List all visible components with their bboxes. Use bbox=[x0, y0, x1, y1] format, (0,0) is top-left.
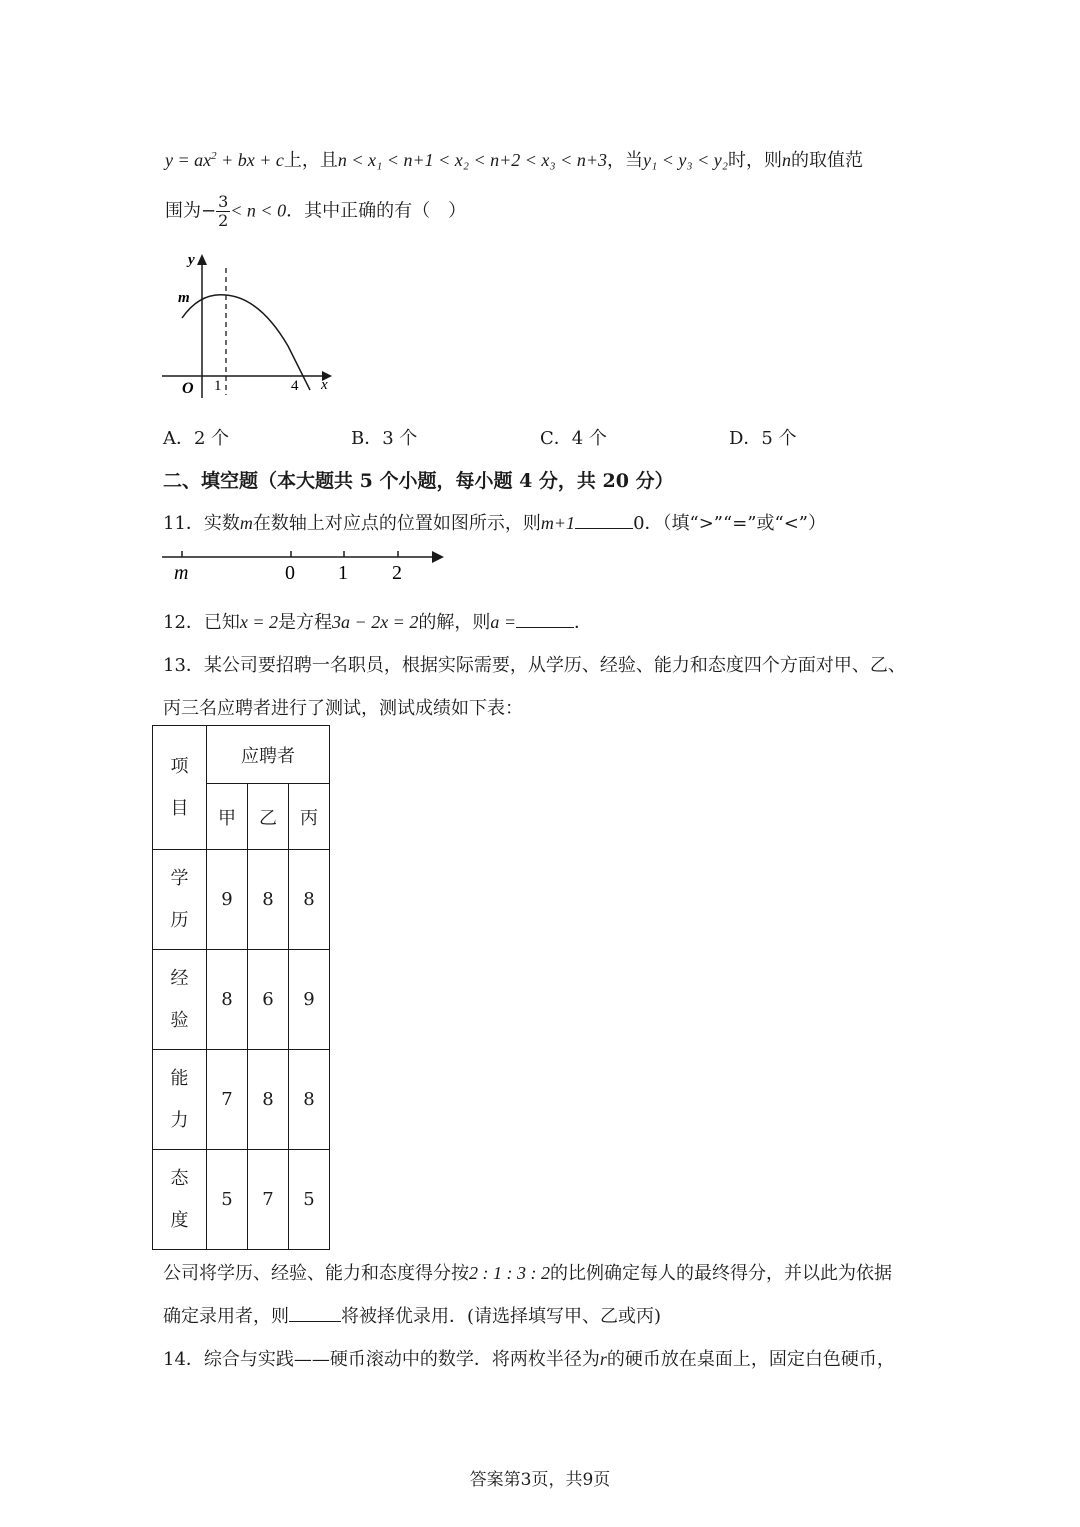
table-applicant-header: 应聘者 bbox=[207, 726, 330, 784]
q13-score-table bbox=[152, 725, 330, 1250]
table-cell: 8 bbox=[289, 1050, 330, 1150]
table-row bbox=[153, 850, 330, 950]
q10-line2: 围为− $\frac{3}{2}$ < n < 0．其中正确的有（ ） bbox=[165, 192, 467, 230]
q11-answer-blank[interactable] bbox=[575, 512, 633, 529]
graph-m-label: m bbox=[178, 290, 190, 306]
table-cell: 8 bbox=[248, 850, 289, 950]
table-cell: 6 bbox=[248, 950, 289, 1050]
graph-y-label: y bbox=[188, 252, 195, 268]
table-cell: 5 bbox=[289, 1150, 330, 1250]
table-applicant-yi: 乙 bbox=[248, 784, 289, 850]
table-cell: 9 bbox=[289, 950, 330, 1050]
section-2-title: 二、填空题（本大题共 5 个小题，每小题 4 分，共 20 分） bbox=[163, 470, 674, 492]
table-cell: 7 bbox=[207, 1050, 248, 1150]
q10-line1: $y = ax^2$ + bx + c上，且n < x₁ < n+1 < x₂ < n+2 < x₃ < n+3，当y₁ < y₃ < y₂时，则n的取值范 bbox=[165, 150, 864, 171]
table-row-label: 态 度 bbox=[153, 1150, 207, 1250]
q10-y-condition: y₁ < y₃ < y₂ bbox=[642, 150, 729, 170]
table-row-label: 学 历 bbox=[153, 850, 207, 950]
q10-parabola-graph bbox=[160, 250, 340, 400]
q13-answer-blank[interactable] bbox=[289, 1305, 341, 1322]
table-cell: 8 bbox=[289, 850, 330, 950]
q13-line1: 13．某公司要招聘一名职员，根据实际需要，从学历、经验、能力和态度四个方面对甲、乙、 bbox=[163, 655, 906, 676]
number-line-label-2: 2 bbox=[392, 562, 402, 584]
table-cell: 8 bbox=[207, 950, 248, 1050]
y-axis-arrow-icon bbox=[197, 254, 207, 265]
q13-after-line1: 公司将学历、经验、能力和态度得分按2 : 1 : 3 : 2的比例确定每人的最终得分，并以此为依据 bbox=[163, 1263, 892, 1284]
graph-tick-1-label: 1 bbox=[214, 378, 222, 394]
number-line-arrow-icon bbox=[432, 551, 444, 563]
q13-after-line2: 确定录用者，则 将被择优录用．(请选择填写甲、乙或丙) bbox=[163, 1306, 662, 1327]
q10-option-c[interactable]: C．4 个 bbox=[540, 428, 607, 449]
q13-line2: 丙三名应聘者进行了测试，测试成绩如下表： bbox=[163, 698, 523, 719]
number-line-label-1: 1 bbox=[338, 562, 348, 584]
q10-option-b[interactable]: B．3 个 bbox=[351, 428, 418, 449]
q10-condition: n < x₁ < n+1 < x₂ < n+2 < x₃ < n+3 bbox=[337, 150, 607, 170]
q10-option-a[interactable]: A．2 个 bbox=[163, 428, 230, 449]
graph-tick-4-label: 4 bbox=[291, 378, 299, 394]
page-footer: 答案第3页，共9页 bbox=[469, 1470, 611, 1490]
q11-text: 11．实数m在数轴上对应点的位置如图所示，则m+1 0．（填“>”“=”或“<”） bbox=[163, 513, 826, 534]
q10-fraction: $\frac{3}{2}$ bbox=[218, 192, 229, 230]
table-cell: 9 bbox=[207, 850, 248, 950]
q12-answer-blank[interactable] bbox=[516, 611, 574, 628]
table-applicant-jia: 甲 bbox=[207, 784, 248, 850]
table-row bbox=[153, 950, 330, 1050]
q12-text: 12．已知x = 2是方程3a − 2x = 2的解，则a = ． bbox=[163, 612, 592, 633]
graph-x-label: x bbox=[321, 377, 328, 393]
table-cell: 7 bbox=[248, 1150, 289, 1250]
q10-func: $y = ax^2$ + bx + c bbox=[165, 150, 284, 170]
table-applicant-bing: 丙 bbox=[289, 784, 330, 850]
table-item-header: 项 目 bbox=[153, 726, 207, 850]
number-line-label-0: 0 bbox=[285, 562, 295, 584]
table-cell: 8 bbox=[248, 1050, 289, 1150]
table-row-label: 能 力 bbox=[153, 1050, 207, 1150]
table-row bbox=[153, 1150, 330, 1250]
table-row bbox=[153, 1050, 330, 1150]
table-row-label: 经 验 bbox=[153, 950, 207, 1050]
q14-text: 14．综合与实践——硬币滚动中的数学．将两枚半径为r的硬币放在桌面上，固定白色硬币， bbox=[163, 1349, 895, 1370]
table-cell: 5 bbox=[207, 1150, 248, 1250]
q11-number-line bbox=[160, 545, 450, 585]
number-line-m-label: m bbox=[174, 562, 189, 584]
graph-origin-label: O bbox=[182, 380, 194, 397]
q10-option-d[interactable]: D．5 个 bbox=[729, 428, 797, 449]
